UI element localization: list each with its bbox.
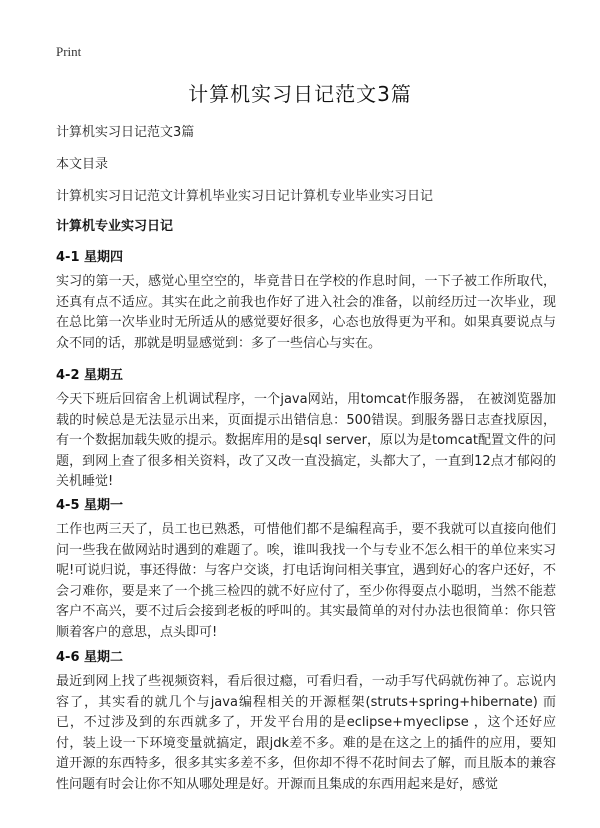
entry-date: 4-5 星期一: [56, 498, 124, 513]
entry-text: 最近到网上找了些视频资料，看后很过瘾，可看归看，一动手写代码就伤神了。忘说内容了，其实看的就几个与java编程相关的开源框架(struts+spring+hibernate) 而已，不过涉及到的东西就多了，开发平台用的是eclipse+myeclipse ，这个还好应付，装上设一下环境变量就搞定，跟jdk差不多。难的是在这之上的插件的应用，要知道开源的东西特多，很多其实多差不多，但你却不得不花时间去了解，而且版本的兼容性问题有时会让你不知从哪处理是好。开源而且集成的东西用起来是好，感觉: [56, 674, 556, 792]
entry-text: 实习的第一天，感觉心里空空的，毕竟昔日在学校的作息时间，一下子被工作所取代，还真有点不适应。其实在此之前我也作好了进入社会的准备，以前经历过一次毕业，现在总比第一次毕业时无所适从的感觉要好很多，心态也放得更为平和。如果真要说点与众不同的话，那就是明显感觉到：多了一些信心与实在。: [56, 274, 556, 351]
page-title: 计算机实习日记范文3篇: [188, 82, 412, 106]
toc-items[interactable]: 计算机实习日记范文计算机毕业实习日记计算机专业毕业实习日记: [56, 189, 434, 204]
entry-text: 今天下班后回宿舍上机调试程序，一个java网站，用tomcat作服务器， 在被浏览器加载的时候总是无法显示出来，页面提示出错信息：500错误。到服务器日志查找原因，有一个数据加载失败的提示。数据库用的是sql server，原以为是tomcat配置文件的问题，到网上查了很多相关资料，改了又改一直没搞定，头都大了，一直到12点才郁闷的关机睡觉!: [56, 392, 556, 490]
entry-date: 4-6 星期二: [56, 650, 124, 665]
entry-date: 4-1 星期四: [56, 250, 124, 265]
print-label[interactable]: Print: [56, 44, 82, 59]
entry-text: 工作也两三天了，员工也已熟悉，可惜他们都不是编程高手，要不我就可以直接向他们问一些我在做网站时遇到的难题了。唉，谁叫我找一个与专业不怎么相干的单位来实习呢!可说归说，事还得做：与客户交谈，打电话询问相关事宜，遇到好心的客户还好，不会刁难你，要是来了一个挑三检四的就不好应付了，至少你得耍点小聪明，当然不能惹客户不高兴，要不过后会接到老板的呼叫的。其实最简单的对付办法也很简单：你只管顺着客户的意思，点头即可!: [56, 522, 556, 640]
subtitle: 计算机实习日记范文3篇: [56, 125, 195, 140]
section-title: 计算机专业实习日记: [56, 219, 174, 234]
entry-date: 4-2 星期五: [56, 368, 124, 383]
toc-label: 本文目录: [56, 157, 109, 172]
